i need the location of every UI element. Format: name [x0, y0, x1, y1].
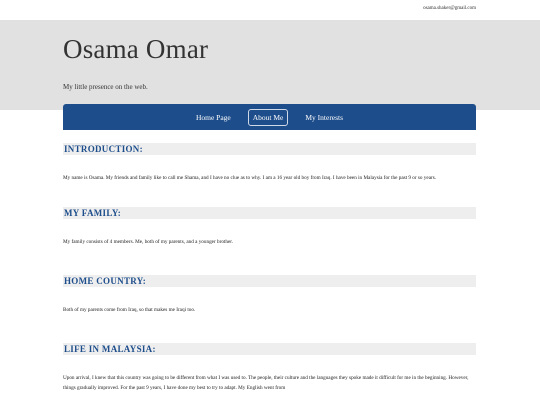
section-body: My family consists of 4 members. Me, both of my parents, and a younger brother.	[63, 239, 234, 245]
section-heading: HOME COUNTRY:	[63, 275, 476, 287]
top-bar	[0, 0, 540, 20]
section-my-family	[63, 207, 476, 247]
masthead	[0, 20, 540, 122]
nav-my-interests[interactable]: My Interests	[305, 112, 344, 122]
section-heading: MY FAMILY:	[63, 207, 476, 219]
nav-home-page[interactable]: Home Page	[195, 112, 231, 122]
section-body: My name is Osama. My friends and family like to call me Shama, and I have no clue as to why. I am a 16 year old boy from Iraq. I have been in Malaysia for the past 9 or so years.	[63, 175, 437, 181]
nav-about-me[interactable]: About Me	[248, 109, 289, 126]
section-home-country	[63, 275, 476, 315]
section-heading: LIFE IN MALAYSIA:	[63, 343, 476, 355]
section-introduction	[63, 143, 476, 183]
contact-email[interactable]: osama.shaker@gmail.com	[423, 6, 476, 11]
site-tagline: My little presence on the web.	[63, 83, 148, 91]
section-body: Upon arrival, I knew that this country was going to be different from what I was used to. The people, their culture and the languages they spoke made it difficult for me in the beginning. However, things gradually improved. For the past 9 years, I have done my best to try to adapt. My English went from	[63, 375, 469, 391]
site-title: Osama Omar	[63, 34, 209, 64]
section-heading: INTRODUCTION:	[63, 143, 476, 155]
section-body: Both of my parents come from Iraq, so that makes me Iraqi too.	[63, 307, 196, 313]
main-nav	[63, 104, 476, 130]
section-life-in-malaysia	[63, 343, 476, 393]
main-content	[63, 143, 476, 393]
